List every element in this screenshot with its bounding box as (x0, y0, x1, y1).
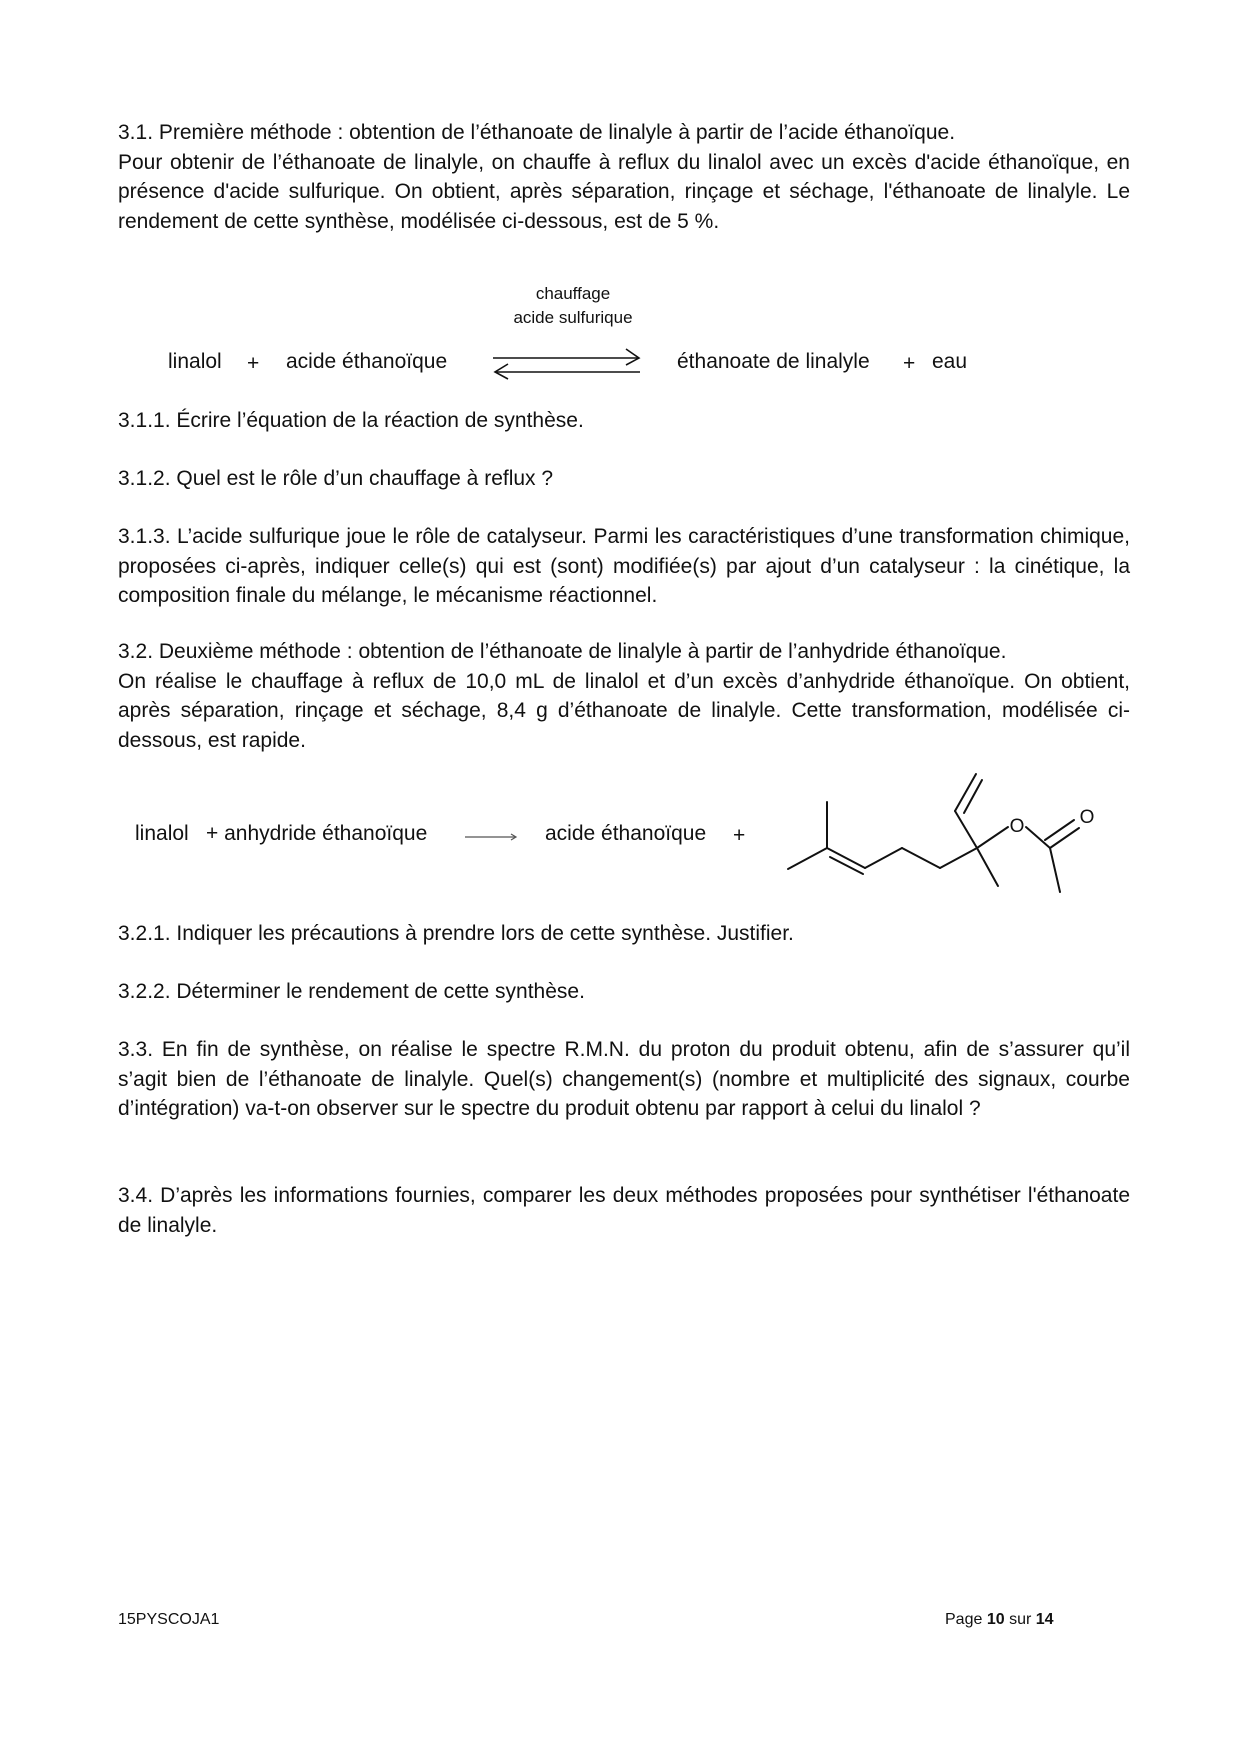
condition-heating: chauffage (535, 284, 611, 303)
section-3-1-title: 3.1. Première méthode : obtention de l’éthanoate de linalyle à partir de l’acide éthanoïque. (118, 121, 956, 144)
section-3-2-title: 3.2. Deuxième méthode : obtention de l’éthanoate de linalyle à partir de l’anhydride éthanoïque. (118, 640, 1007, 663)
footer-page-number (945, 1611, 1054, 1629)
page-current: 10 (986, 1611, 1005, 1628)
bond (1050, 828, 1079, 848)
page-total: 14 (1035, 1611, 1054, 1628)
bond (1026, 827, 1050, 848)
double-bond-line (1045, 820, 1074, 840)
bond (788, 848, 827, 869)
equilibrium-arrows-icon (488, 347, 648, 383)
equation-2 (0, 760, 1240, 910)
plus-sign: + (247, 352, 260, 375)
product-linalyl-acetate: éthanoate de linalyle (677, 350, 870, 373)
question-3-1-3: 3.1.3. L’acide sulfurique joue le rôle de catalyseur. Parmi les caractéristiques d’une transformation chimique, proposées ci-après, indiquer celle(s) qui est (sont) modifiée(s) par ajout d’un catalyseur : la cinétique, la composition finale du mélange, le mécanisme réactionnel. (118, 525, 1130, 607)
question-3-2-2: 3.2.2. Déterminer le rendement de cette synthèse. (118, 980, 585, 1003)
equation-1 (0, 282, 1240, 382)
oxygen-atom-carbonyl: O (1079, 807, 1095, 828)
reactant-acetic-anhydride: + anhydride éthanoïque (206, 822, 428, 845)
footer-exam-code: 15PYSCOJA1 (118, 1611, 220, 1628)
page-prefix: Page (945, 1611, 983, 1628)
product-acetic-acid: acide éthanoïque (545, 822, 707, 845)
condition-sulfuric-acid: acide sulfurique (513, 308, 633, 327)
bond (977, 827, 1008, 848)
bond (977, 848, 998, 886)
section-3-2-body: On réalise le chauffage à reflux de 10,0 mL de linalol et d’un excès d’anhydride éthanoïque. On obtient, après séparation, rinçage et séchage, 8,4 g d’éthanoate de linalyle. Cette transformation, modélisée ci-dessous, est rapide. (118, 669, 1130, 752)
bond (865, 848, 902, 868)
question-3-4: 3.4. D’après les informations fournies, comparer les deux méthodes proposées pour synthétiser l'éthanoate de linalyle. (118, 1184, 1130, 1237)
equation-1-conditions (473, 282, 673, 330)
page-middle: sur (1009, 1611, 1032, 1628)
reactant-acetic-acid: acide éthanoïque (286, 350, 448, 373)
question-3-1-2: 3.1.2. Quel est le rôle d’un chauffage à reflux ? (118, 467, 554, 490)
reactant-linalol: linalol (168, 350, 222, 373)
question-3-3: 3.3. En fin de synthèse, on réalise le spectre R.M.N. du proton du produit obtenu, afin de s’assurer qu’il s’agit bien de l’éthanoate de linalyle. Quel(s) changement(s) (nombre et multiplicité des signaux, courbe d’intégration) va-t-on observer sur le spectre du produit obtenu par rapport à celui du linalol ? (118, 1038, 1130, 1120)
bond (940, 848, 977, 868)
plus-sign: + (903, 352, 916, 375)
reaction-arrow-icon (463, 830, 521, 844)
oxygen-atom-ester: O (1009, 816, 1025, 837)
reactant-linalol: linalol (135, 822, 189, 845)
linalyl-acetate-skeletal-formula (780, 760, 1120, 910)
double-bond-line (830, 857, 863, 874)
product-water: eau (932, 350, 968, 373)
plus-sign: + (733, 824, 746, 847)
bond (1050, 848, 1060, 892)
section-3-1-body: Pour obtenir de l’éthanoate de linalyle, on chauffe à reflux du linalol avec un excès d'acide éthanoïque, en présence d'acide sulfurique. On obtient, après séparation, rinçage et séchage, l'éthanoate de linalyle. Le rendement de cette synthèse, modélisée ci-dessous, est de 5 %. (118, 150, 1130, 233)
bond (955, 774, 976, 811)
bond (902, 848, 940, 868)
bond (955, 811, 977, 848)
question-3-1-1: 3.1.1. Écrire l’équation de la réaction de synthèse. (118, 409, 584, 432)
double-bond-line (964, 780, 982, 813)
question-3-2-1: 3.2.1. Indiquer les précautions à prendre lors de cette synthèse. Justifier. (118, 922, 794, 945)
